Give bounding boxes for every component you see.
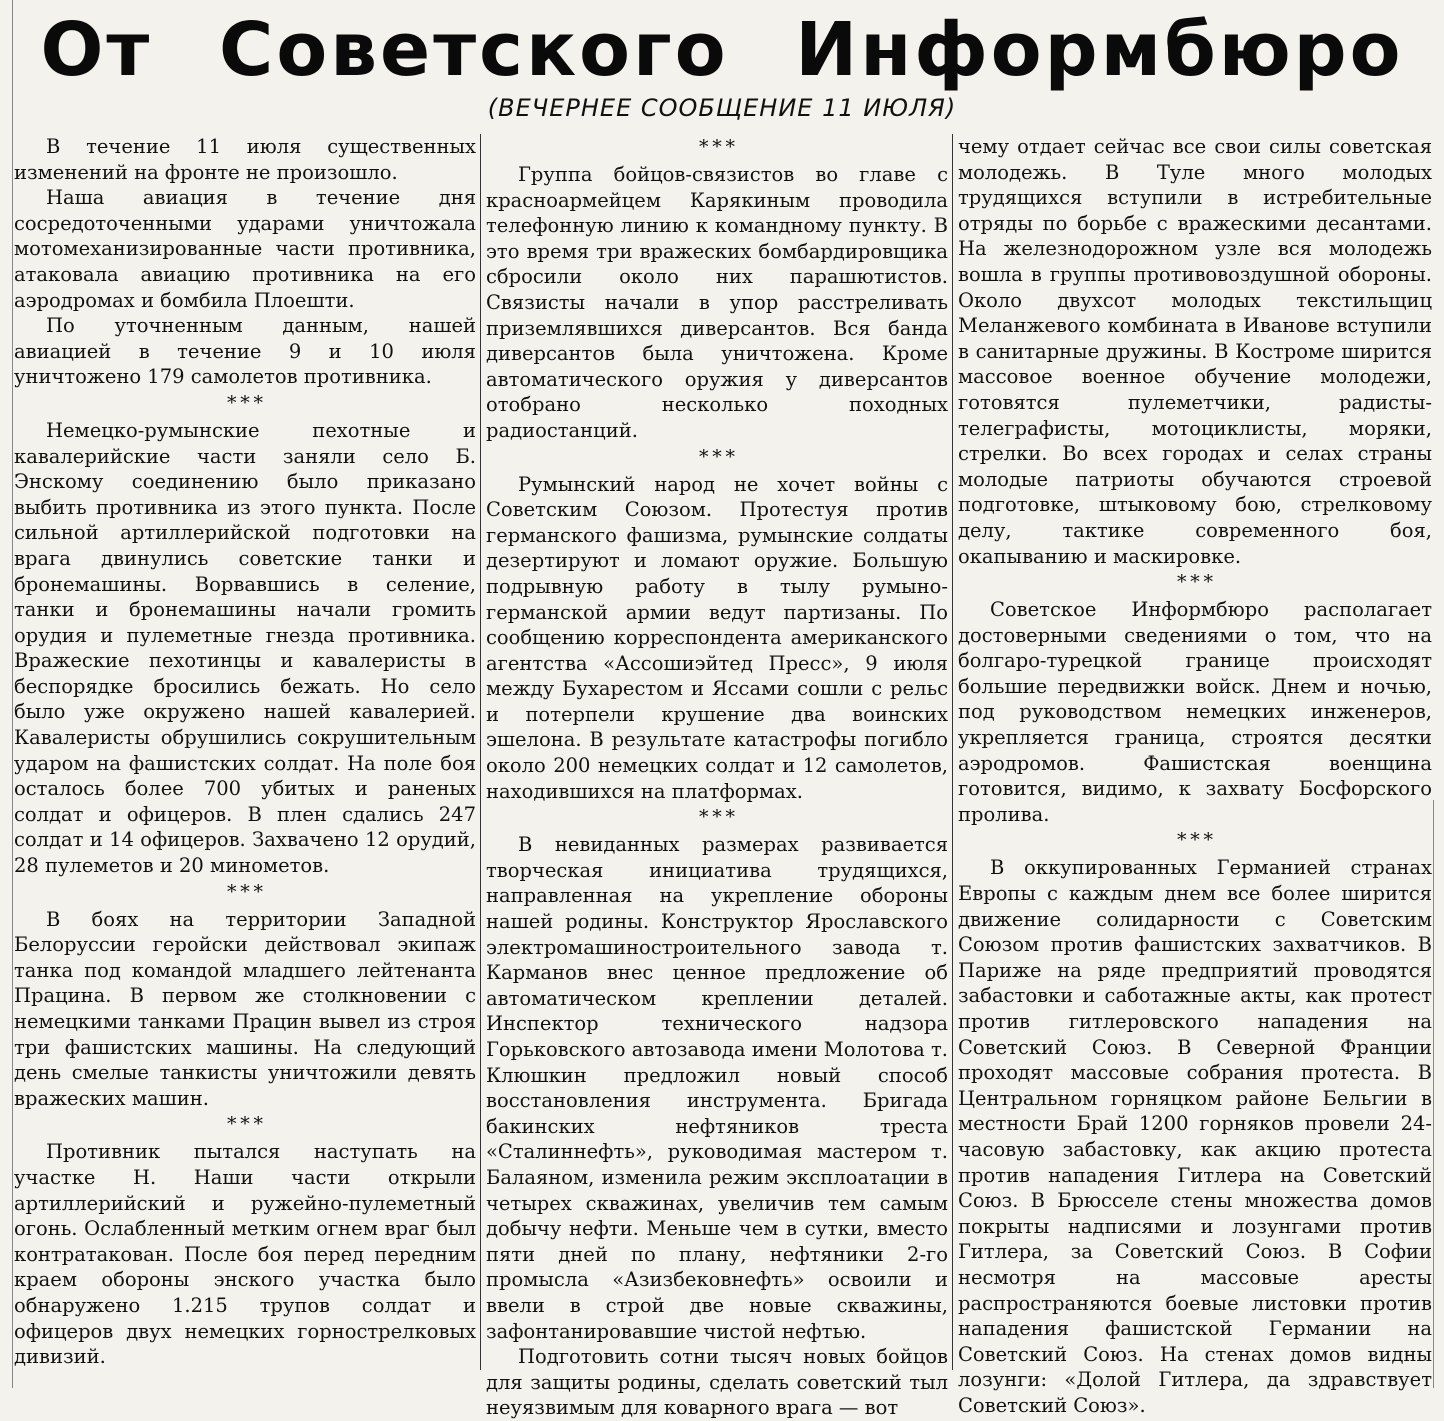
paragraph: В течение 11 июля существенных изменений на фронте не произошло. bbox=[14, 135, 476, 184]
paragraph: Советское Информбюро располагает достоверными сведениями о том, что на болгаро-турецкой границе происходят большие передвижки войск. Днем и ночью, под руководством немецких инженеров, укрепляется граница, строятся десятки аэродромов. Фашистская военщина готовится, видимо, к захвату Босфорского пролива. bbox=[958, 598, 1432, 826]
paragraph: чему отдает сейчас все свои силы советская молодежь. В Туле много молодых трудящихся вступили в истребительные отряды по борьбе с вражескими десантами. На железнодорожном узле вся молодежь вошла в группы противовоздушной обороны. Около двухсот молодых текстильщиц Меланжевого комбината в Иванове вступили в санитарные дружины. В Костроме ширится массовое военное обучение молодежи, готовятся пулеметчики, радисты-телеграфисты, мотоциклисты, моряки, стрелки. Во всех городах и селах страны молодые патриоты обучаются строевой подготовке, штыковому бою, стрелковому делу, тактике современного боя, окапыванию и маскировке. bbox=[958, 135, 1432, 568]
section-separator-stars: * * * bbox=[226, 391, 264, 414]
paragraph: Подготовить сотни тысяч новых бойцов для защиты родины, сделать советский тыл неуязвимым для коварного врага — вот bbox=[486, 1345, 948, 1420]
article-column-1 bbox=[14, 134, 476, 1384]
section-separator-stars: * * * bbox=[698, 806, 736, 829]
section-separator-stars: * * * bbox=[226, 880, 264, 903]
section-separator-stars: * * * bbox=[1176, 829, 1214, 852]
paragraph: В невиданных размерах развивается творческая инициатива трудящихся, направленная на укрепление обороны нашей родины. Конструктор Ярославского электромашиностроительного завода т. Карманов внес ценное предложение об автоматическом креплении деталей. Инспектор технического надзора Горьковского автозавода имени Молотова т. Клюшкин предложил новый способ восстановления инструмента. Бригада бакинских нефтяников треста «Сталиннефть», руководимая мастером т. Балаяном, изменила режим эксплоатации в четырех скважинах, увеличив тем самым добычу нефти. Меньше чем в сутки, вместо пяти дней по плану, нефтяники 2-го промысла «Азизбековнефть» освоили и ввели в строй две новые скважины, зафонтанировавшие чистой нефтью. bbox=[486, 833, 948, 1343]
column-rule-1 bbox=[480, 134, 481, 1370]
article-column-3 bbox=[958, 134, 1432, 1417]
paragraph: По уточненным данным, нашей авиацией в течение 9 и 10 июля уничтожено 179 самолетов противника. bbox=[14, 314, 476, 389]
paragraph: В оккупированных Германией странах Европы с каждым днем все более ширится движение солидарности с Советским Союзом против фашистских захватчиков. В Париже на ряде предприятий проводятся забастовки и саботажные акты, как протест против гитлеровского нападения на Советский Союз. В Северной Франции проходят массовые собрания протеста. В Центральном горняцком районе Бельгии в местности Брай 1200 горняков провели 24-часовую забастовку, как акцию протеста против нападения Гитлера на Советский Союз. В Брюсселе стены множества домов покрыты надписями и лозунгами против Гитлера, за Советский Союз. В Софии несмотря на массовые аресты распространяются боевые листовки против нападения фашистской Германии на Советский Союз. На стенах домов видны лозунги: «Долой Гитлера, да здравствует Советский Союз». bbox=[958, 856, 1432, 1417]
paragraph: В боях на территории Западной Белоруссии геройски действовал экипаж танка под командой младшего лейтенанта Працина. В первом же столкновении с немецкими танками Працин вывел из строя три фашистских машины. На следующий день смелые танкисты уничтожили девять вражеских машин. bbox=[14, 907, 476, 1110]
section-separator-stars: * * * bbox=[1176, 571, 1214, 594]
page-title: От Советского Информбюро bbox=[40, 7, 1404, 93]
paragraph: Наша авиация в течение дня сосредоточенными ударами уничтожала мотомеханизированные части противника, атаковала авиацию противника на его аэродромах и бомбила Плоешти. bbox=[14, 186, 476, 312]
paragraph: Группа бойцов-связистов во главе с красноармейцем Карякиным проводила телефонную линию к командному пункту. В это время три вражеских бомбардировщика сбросили около них парашютистов. Связисты начали в упор расстреливать приземлявшихся диверсантов. Вся банда диверсантов была уничтожена. Кроме автоматического оружия у диверсантов отобрано несколько походных радиостанций. bbox=[486, 163, 948, 442]
page-subtitle: (ВЕЧЕРНЕЕ СООБЩЕНИЕ 11 ИЮЛЯ) bbox=[487, 94, 957, 122]
page-edge-right bbox=[1433, 800, 1444, 1388]
article-column-2 bbox=[486, 134, 948, 1420]
page-edge-left bbox=[0, 0, 13, 1388]
column-rule-2 bbox=[952, 134, 953, 1370]
section-separator-stars: * * * bbox=[698, 445, 736, 468]
paragraph: Румынский народ не хочет войны с Советским Союзом. Протестуя против германского фашизма, румынские солдаты дезертируют и ломают оружие. Большую подрывную работу в тылу румыно-германской армии ведут партизаны. По сообщению корреспондента американского агентства «Ассошиэйтед Пресс», 9 июля между Бухарестом и Яссами сошли с рельс и потерпели крушение два воинских эшелона. В результате катастрофы погибло около 200 немецких солдат и 12 самолетов, находившихся на платформах. bbox=[486, 472, 948, 803]
paragraph: Противник пытался наступать на участке Н. Наши части открыли артиллерийский и ружейно-пулеметный огонь. Ослабленный метким огнем враг был контратакован. После боя перед передним краем обороны энского участка было обнаружено 1.215 трупов солдат и офицеров двух немецких горнострелковых дивизий. bbox=[14, 1140, 476, 1369]
paragraph: Немецко-румынские пехотные и кавалерийские части заняли село Б. Энскому соединению было приказано выбить противника из этого пункта. После сильной артиллерийской подготовки на врага двинулись советские танки и бронемашины. Ворвавшись в селение, танки и бронемашины начали громить орудия и пулеметные гнезда противника. Вражеские пехотинцы и кавалеристы в беспорядке бросились бежать. Но село было уже окружено нашей кавалерией. Кавалеристы обрушились сокрушительным ударом на фашистских солдат. На поле боя осталось более 700 убитых и раненых солдат и офицеров. В плен сдались 247 солдат и 14 офицеров. Захвачено 12 орудий, 28 пулеметов и 20 минометов. bbox=[14, 418, 476, 878]
section-separator-stars: * * * bbox=[698, 136, 736, 158]
section-separator-stars: * * * bbox=[226, 1113, 264, 1136]
